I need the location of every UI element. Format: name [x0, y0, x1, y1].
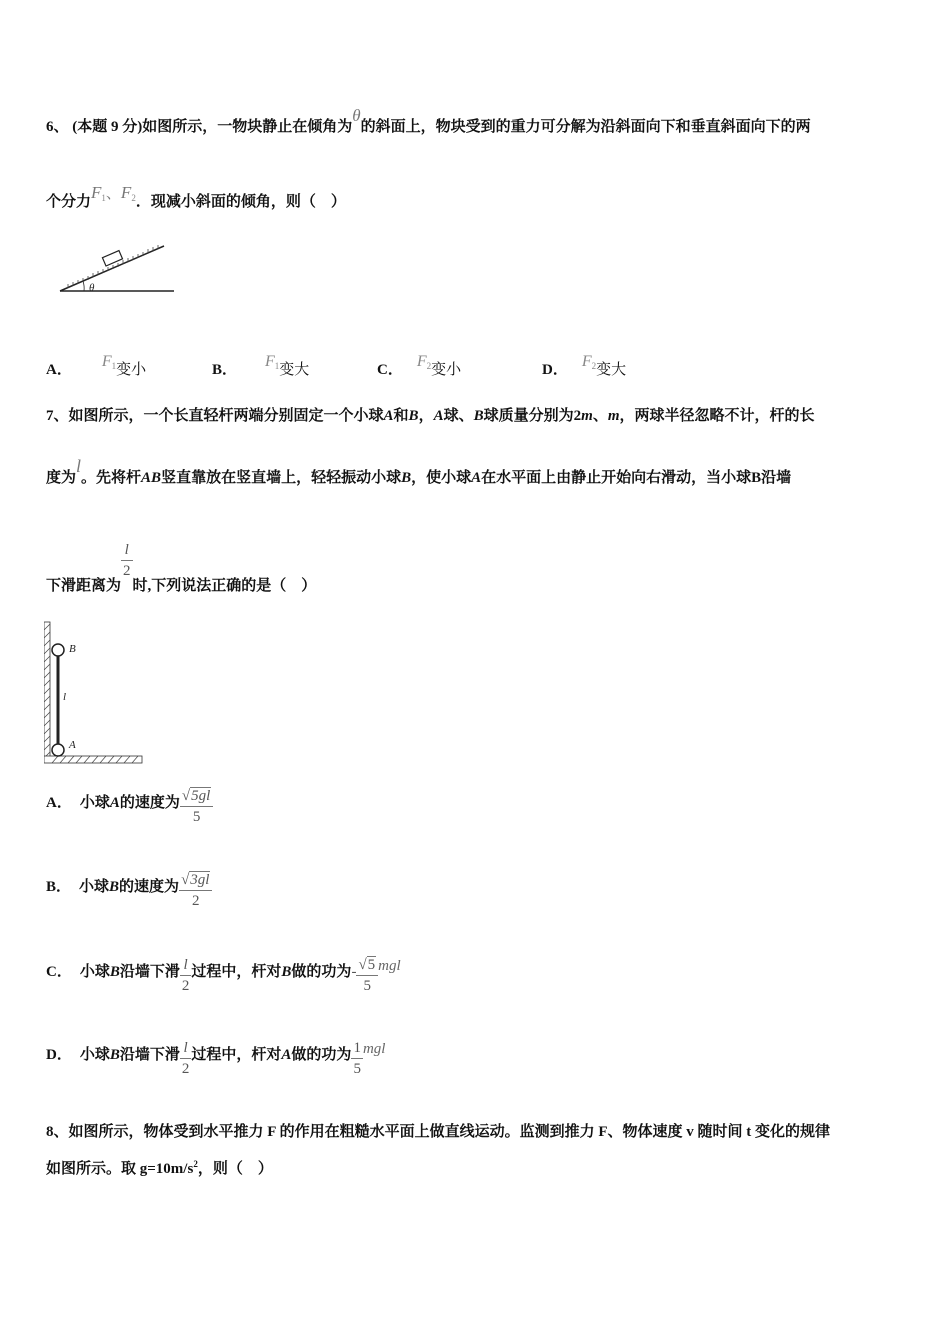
angle-arc — [83, 281, 84, 291]
wall-rod-figure — [44, 620, 144, 766]
fig-theta-label: θ — [89, 282, 95, 294]
q7-option-a[interactable]: A． 小球A的速度为 $\frac{√5gl}{5}$ — [46, 786, 213, 827]
q8-line2: 如图所示。取 $g=10m/s^2$，则（ ） — [46, 1159, 273, 1177]
q7-line3: 下滑距离为 $\frac{l}{2}$ 时,下列说法正确的是（ ） — [46, 542, 317, 594]
ball-a — [52, 744, 64, 756]
fig-label-b: B — [69, 643, 76, 655]
q6-line1: 6、 (本题 9 分)如图所示，一物块静止在倾角为θ的斜面上，物块受到的重力可分解为沿斜面向下和垂直斜面向下的两 — [46, 106, 811, 135]
fig-label-l: l — [63, 691, 67, 703]
q6-option-d[interactable]: D． $F_2$变大 — [542, 353, 627, 378]
q7-line1: 7、如图所示，一个长直轻杆两端分别固定一个小球A和B，A球、B球质量分别为2m、m，两球半径忽略不计，杆的长 — [46, 408, 815, 424]
frac-l-over-2-c: $\frac{l}{2}$ — [181, 957, 190, 994]
block — [102, 251, 122, 266]
q7-option-b[interactable]: B． 小球B的速度为 $\frac{√3gl}{2}$ — [46, 870, 212, 911]
frac-1-over-5: $\frac{1}{5}$ — [353, 1040, 361, 1077]
ball-b — [52, 644, 64, 656]
q7-option-d[interactable]: D． 小球B沿墙下滑 $\frac{l}{2}$ 过程中，杆对A做的功为 $\frac{1}{5}$ mgl — [46, 1040, 386, 1077]
length-l-symbol: l — [76, 456, 82, 476]
f1-symbol: $F_1$ — [91, 183, 106, 203]
f2-symbol: $F_2$ — [120, 183, 136, 203]
fig-label-a: A — [69, 739, 76, 751]
q7-option-c[interactable]: C． 小球B沿墙下滑 $\frac{l}{2}$ 过程中，杆对B做的功为- $\frac{√5}{5}$ mgl — [46, 957, 401, 994]
frac-sqrt5-over-5: $\frac{√5}{5}$ — [356, 955, 378, 996]
frac-l-over-2-d: $\frac{l}{2}$ — [181, 1040, 190, 1077]
q6-option-a[interactable]: A． $F_1$变小 — [46, 353, 147, 378]
q8-line1: 8、如图所示，物体受到水平推力 F 的作用在粗糙水平面上做直线运动。监测到推力 F、物体速度 v 随时间 t 变化的规律 — [46, 1124, 831, 1140]
fraction-l-over-2: $\frac{l}{2}$ — [123, 542, 131, 579]
theta-symbol: θ — [352, 106, 361, 125]
q6-option-b[interactable]: B． $F_1$变大 — [212, 353, 310, 378]
frac-sqrt5gl-over-5: $\frac{√5gl}{5}$ — [180, 786, 213, 827]
incline-figure — [56, 240, 178, 298]
q6-line2: 个分力$F_1$、$F_2$．现减小斜面的倾角，则（ ） — [46, 183, 346, 210]
q7-line2: 度为l。先将杆AB竖直靠放在竖直墙上，轻轻振动小球B，使小球A在水平面上由静止开始向右滑动，当小球B沿墙 — [46, 456, 792, 486]
frac-sqrt3gl-over-2: $\frac{√3gl}{2}$ — [179, 870, 212, 911]
q6-option-c[interactable]: C． $F_2$变小 — [377, 353, 462, 378]
